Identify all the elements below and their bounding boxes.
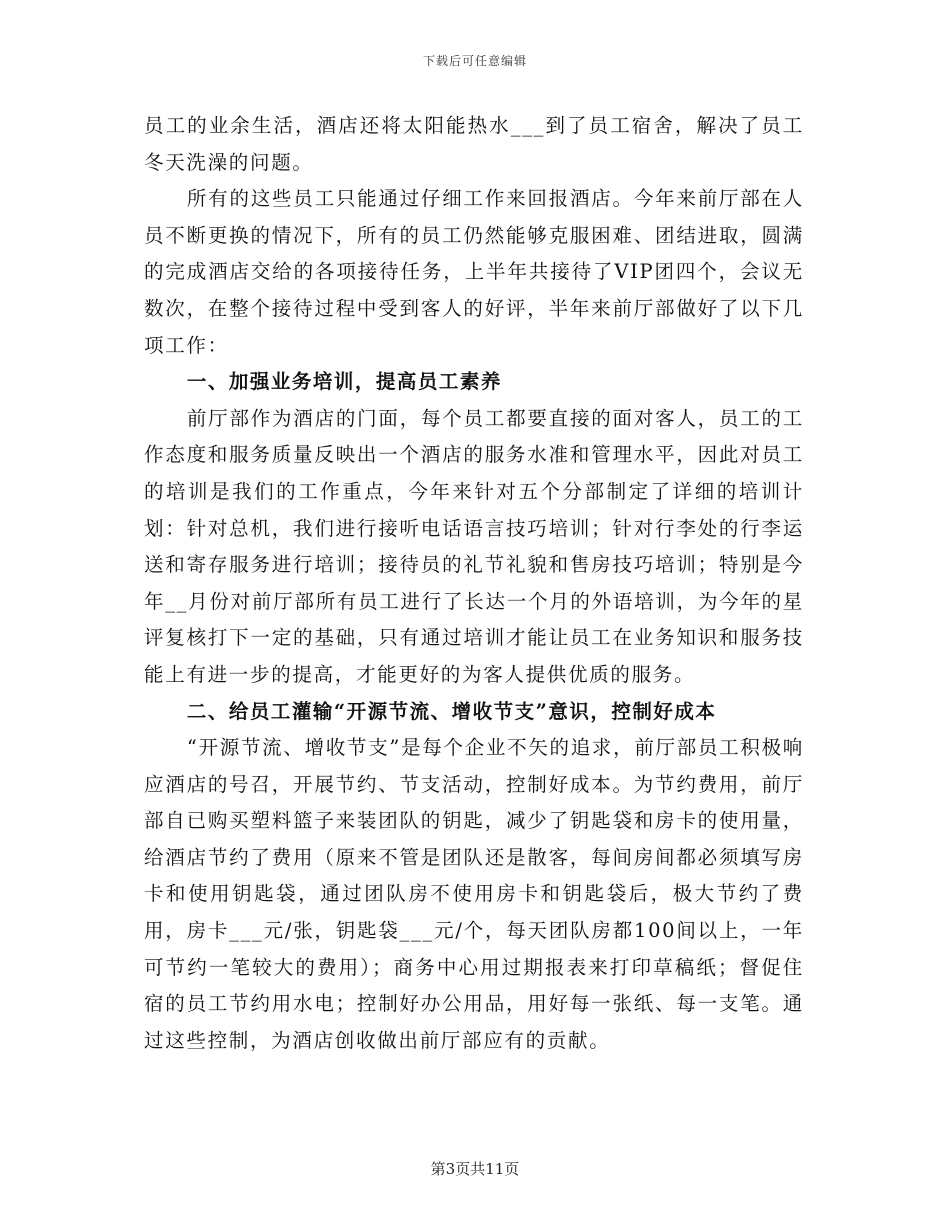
paragraph-3: 前厅部作为酒店的门面，每个员工都要直接的面对客人，员工的工作态度和服务质量反映出一个酒店的服务水准和管理水平，因此对员工的培训是我们的工作重点，今年来针对五个分部制定了详细的培训计划：针对总机，我们进行接听电话语言技巧培训；针对行李处的行李运送和寄存服务进行培训；接待员的礼节礼貌和售房技巧培训；特别是今年__月份对前厅部所有员工进行了长达一个月的外语培训，为今年的星评复核打下一定的基础，只有通过培训才能让员工在业务知识和服务技能上有进一步的提高，才能更好的为客人提供优质的服务。 [144, 406, 804, 686]
page-header-note: 下载后可任意编辑 [422, 54, 527, 68]
page-number: 第3页共11页 [430, 1160, 520, 1178]
section-heading-1: 一、加强业务培训，提高员工素养 [186, 370, 502, 394]
document-body [144, 108, 804, 1059]
paragraph-4: “开源节流、增收节支”是每个企业不矢的追求，前厅部员工积极响应酒店的号召，开展节约、节支活动，控制好成本。为节约费用，前厅部自已购买塑料篮子来装团队的钥匙，减少了钥匙袋和房卡的使用量，给酒店节约了费用（原来不管是团队还是散客，每间房间都必须填写房卡和使用钥匙袋，通过团队房不使用房卡和钥匙袋后，极大节约了费用，房卡___元/张，钥匙袋___元/个，每天团队房都100间以上，一年可节约一笔较大的费用）；商务中心用过期报表来打印草稿纸；督促住宿的员工节约用水电；控制好办公用品，用好每一张纸、每一支笔。通过这些控制，为酒店创收做出前厅部应有的贡献。 [144, 736, 804, 1052]
paragraph-1: 员工的业余生活，酒店还将太阳能热水___到了员工宿舍，解决了员工冬天洗澡的问题。 [144, 114, 804, 174]
paragraph-2: 所有的这些员工只能通过仔细工作来回报酒店。今年来前厅部在人员不断更换的情况下，所有的员工仍然能够克服困难、团结进取，圆满的完成酒店交给的各项接待任务，上半年共接待了VIP团四个，会议无数次，在整个接待过程中受到客人的好评，半年来前厅部做好了以下几项工作： [144, 187, 804, 357]
section-heading-2: 二、给员工灌输“开源节流、增收节支”意识，控制好成本 [186, 699, 717, 723]
